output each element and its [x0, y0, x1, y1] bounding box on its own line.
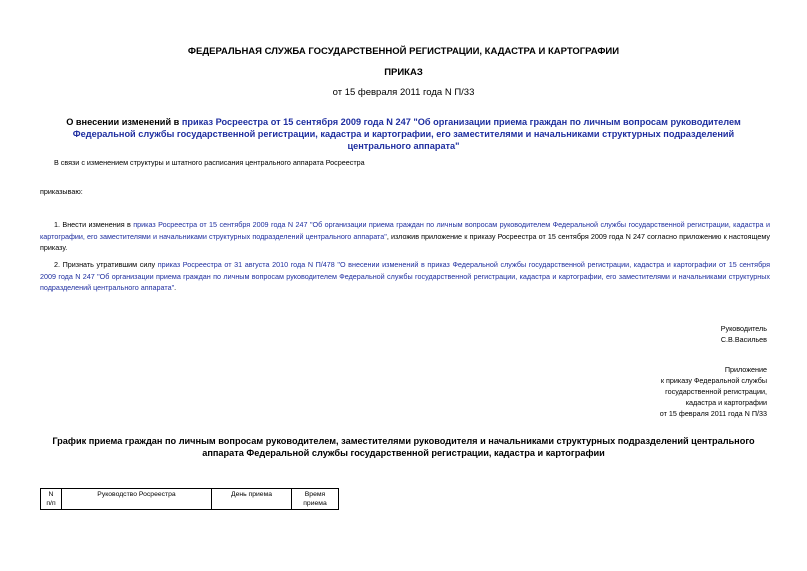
item-1-prefix: 1. Внести изменения в	[54, 220, 134, 229]
signature-name: С.В.Васильев	[720, 335, 767, 344]
appendix-line-2: государственной регистрации,	[665, 387, 767, 396]
item-2-prefix: 2. Признать утратившим силу	[54, 260, 158, 269]
col-number-line-2: п/п	[46, 500, 56, 507]
orders-word: приказываю:	[40, 187, 83, 196]
appendix-block	[660, 364, 767, 419]
col-number-line-1: N	[48, 491, 54, 498]
col-time-line-1: Время	[304, 491, 326, 498]
item-1-link[interactable]: приказ Росреестра от 15 сентября 2009 года N 247 "Об организации приема граждан по личным вопросам руководителем Федеральной службы государственной регистрации, кадастра и картографии, его заместителями и начальниками структурных подразделений центрального аппарата"	[40, 220, 770, 241]
appendix-line-1: к приказу Федеральной службы	[660, 376, 767, 385]
signature-position: Руководитель	[720, 324, 767, 333]
schedule-table	[40, 488, 339, 510]
agency-heading: ФЕДЕРАЛЬНАЯ СЛУЖБА ГОСУДАРСТВЕННОЙ РЕГИСТРАЦИИ, КАДАСТРА И КАРТОГРАФИИ	[187, 46, 620, 57]
table-header-row	[41, 489, 339, 510]
item-2-suffix: .	[174, 283, 177, 292]
signature-block	[721, 323, 767, 345]
preamble: В связи с изменением структуры и штатного расписания центрального аппарата Росреестра	[54, 158, 365, 167]
subject-prefix: О внесении изменений в	[66, 117, 182, 127]
order-item-2	[40, 259, 770, 294]
order-date: от 15 февраля 2011 года N П/33	[332, 87, 475, 98]
col-management: Руководство Росреестра	[62, 489, 212, 510]
appendix-title: Приложение	[724, 365, 767, 374]
order-title: ПРИКАЗ	[384, 67, 423, 78]
col-number	[41, 489, 62, 510]
col-day: День приема	[212, 489, 292, 510]
appendix-line-4: от 15 февраля 2011 года N П/33	[659, 409, 767, 418]
subject-link[interactable]: приказ Росреестра от 15 сентября 2009 года N 247 "Об организации приема граждан по личным вопросам руководителем Федеральной службы государственной регистрации, кадастра и картографии, его заместителями и начальниками структурных подразделений центрального аппарата"	[72, 117, 741, 151]
appendix-line-3: кадастра и картографии	[685, 398, 767, 407]
col-time	[292, 489, 339, 510]
order-subject	[40, 116, 767, 152]
order-item-1	[40, 219, 770, 254]
schedule-title: График приема граждан по личным вопросам руководителем, заместителями руководителя и начальниками структурных подразделений центрального аппарата Федеральной службы государственной регистрации, кадастра и картографии	[52, 436, 755, 458]
item-2-link[interactable]: приказ Росреестра от 31 августа 2010 года N П/478 "О внесении изменений в приказ Федеральной службы государственной регистрации, кадастра и картографии от 15 сентября 2009 года N 247 "Об организации приема граждан по личным вопросам руководителем Федеральной службы государственной регистрации, кадастра и картографии, его заместителями и начальниками структурных подразделений центрального аппарата"	[40, 260, 770, 292]
col-time-line-2: приема	[303, 500, 327, 507]
item-1-suffix: , изложив приложение к приказу Росреестра от 15 сентября 2009 года N 247 согласно приложению к настоящему приказу.	[40, 231, 770, 252]
